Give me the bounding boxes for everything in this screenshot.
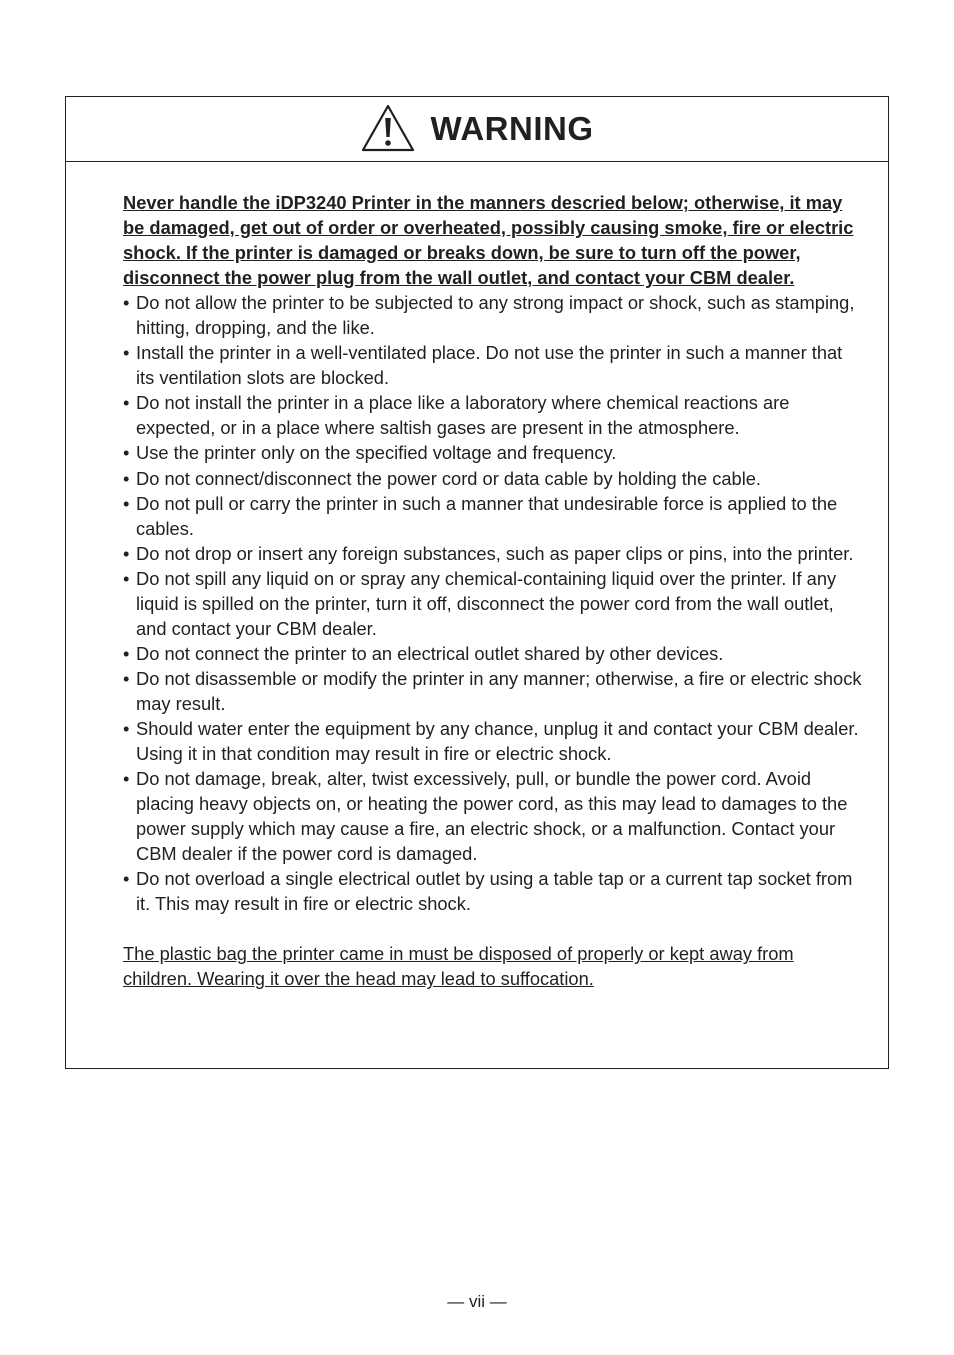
list-item: • Do not drop or insert any foreign substances, such as paper clips or pins, into the printer.: [123, 541, 863, 566]
footer-note: The plastic bag the printer came in must be disposed of properly or kept away from children. Wearing it over the head may lead to suffocation.: [123, 943, 794, 990]
rules-list: [123, 290, 863, 916]
list-item: • Do not spill any liquid on or spray any chemical-containing liquid over the printer. If any liquid is spilled on the printer, turn it off, disconnect the power cord from the wall outlet, and contact your CBM dealer.: [123, 566, 863, 641]
list-item: • Do not connect/disconnect the power cord or data cable by holding the cable.: [123, 466, 863, 491]
list-item: • Install the printer in a well-ventilated place. Do not use the printer in such a manner that its ventilation slots are blocked.: [123, 340, 863, 390]
list-item: • Do not connect the printer to an electrical outlet shared by other devices.: [123, 641, 863, 666]
list-item: • Do not damage, break, alter, twist excessively, pull, or bundle the power cord. Avoid placing heavy objects on, or heating the power cord, as this may lead to damages to the power supply which may cause a fire, an electric shock, or a malfunction. Contact your CBM dealer if the power cord is damaged.: [123, 766, 863, 866]
list-item: • Do not install the printer in a place like a laboratory where chemical reactions are expected, or in a place where saltish gases are present in the atmosphere.: [123, 390, 863, 440]
list-item: • Should water enter the equipment by any chance, unplug it and contact your CBM dealer. Using it in that condition may result in fire or electric shock.: [123, 716, 863, 766]
list-item: • Do not disassemble or modify the printer in any manner; otherwise, a fire or electric shock may result.: [123, 666, 863, 716]
page-number: — vii —: [447, 1292, 507, 1311]
list-item: • Do not pull or carry the printer in such a manner that undesirable force is applied to the cables.: [123, 491, 863, 541]
list-item: • Do not overload a single electrical outlet by using a table tap or a current tap socket from it. This may result in fire or electric shock.: [123, 866, 863, 916]
list-item: • Use the printer only on the specified voltage and frequency.: [123, 440, 863, 465]
warning-header: [66, 97, 888, 162]
warning-body: [123, 190, 863, 991]
warning-title: WARNING: [430, 110, 594, 147]
list-item: • Do not allow the printer to be subjected to any strong impact or shock, such as stamping, hitting, dropping, and the like.: [123, 290, 863, 340]
warning-triangle-icon: [361, 104, 415, 152]
warning-box: [65, 96, 889, 1069]
intro-paragraph: Never handle the iDP3240 Printer in the manners descried below; otherwise, it may be damaged, get out of order or overheated, possibly causing smoke, fire or electric shock. If the printer is damaged or breaks down, be sure to turn off the power, disconnect the power plug from the wall outlet, and contact your CBM dealer.: [123, 192, 854, 289]
